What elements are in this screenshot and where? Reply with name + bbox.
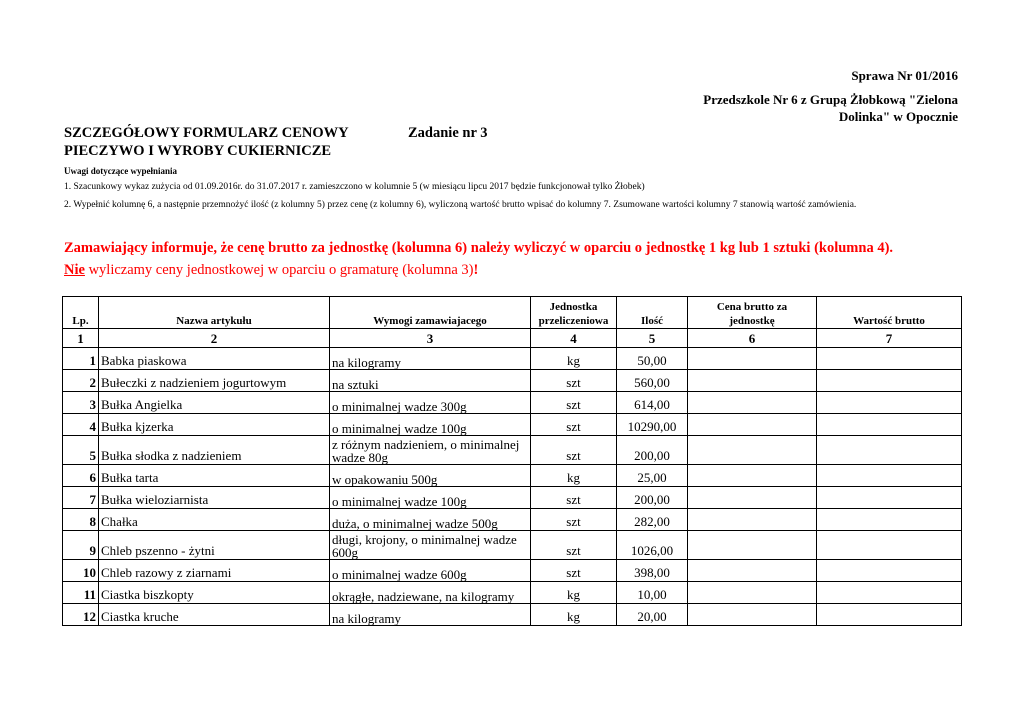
row-unit: kg bbox=[531, 582, 617, 604]
row-name: Bułka wieloziarnista bbox=[99, 487, 330, 509]
row-quantity: 50,00 bbox=[617, 348, 688, 370]
row-quantity: 282,00 bbox=[617, 509, 688, 531]
row-lp: 4 bbox=[63, 414, 99, 436]
row-lp: 10 bbox=[63, 560, 99, 582]
row-requirements: o minimalnej wadze 300g bbox=[330, 392, 531, 414]
row-unit-price-input[interactable] bbox=[688, 348, 817, 370]
task-number: Zadanie nr 3 bbox=[408, 125, 488, 141]
row-gross-value-input[interactable] bbox=[817, 487, 962, 509]
note-1: 1. Szacunkowy wykaz zużycia od 01.09.2016r. do 31.07.2017 r. zamieszczono w kolumnie 5 (w miesiącu lipcu 2017 będzie funkcjonował tylko Żłobek) bbox=[64, 182, 645, 192]
header-unit-price bbox=[688, 297, 817, 329]
row-unit-price-input[interactable] bbox=[688, 465, 817, 487]
col-number-5: 5 bbox=[617, 329, 688, 348]
header-price-line-1: Cena brutto za bbox=[716, 301, 788, 313]
row-quantity: 614,00 bbox=[617, 392, 688, 414]
row-quantity: 10290,00 bbox=[617, 414, 688, 436]
row-unit-price-input[interactable] bbox=[688, 392, 817, 414]
form-title: SZCZEGÓŁOWY FORMULARZ CENOWY bbox=[64, 125, 349, 141]
row-unit-price-input[interactable] bbox=[688, 509, 817, 531]
row-gross-value-input[interactable] bbox=[817, 604, 962, 626]
row-gross-value-input[interactable] bbox=[817, 414, 962, 436]
row-unit: szt bbox=[531, 436, 617, 465]
table-row bbox=[63, 392, 962, 414]
row-unit: szt bbox=[531, 560, 617, 582]
row-unit-price-input[interactable] bbox=[688, 487, 817, 509]
header-unit-line-1: Jednostka bbox=[549, 301, 598, 313]
header-requirements: Wymogi zamawiajacego bbox=[330, 297, 531, 329]
row-requirements: o minimalnej wadze 100g bbox=[330, 487, 531, 509]
col-number-2: 2 bbox=[99, 329, 330, 348]
category-title: PIECZYWO I WYROBY CUKIERNICZE bbox=[64, 143, 332, 159]
row-quantity: 398,00 bbox=[617, 560, 688, 582]
table-row bbox=[63, 348, 962, 370]
note-2: 2. Wypełnić kolumnę 6, a następnie przemnożyć ilość (z kolumny 5) przez cenę (z kolumny 6), wyliczoną wartość brutto wpisać do kolumny 7. Zsumowane wartości kolumny 7 stanowią wartość zamówienia. bbox=[64, 200, 857, 210]
row-name: Bułka Angielka bbox=[99, 392, 330, 414]
row-requirements: na kilogramy bbox=[330, 604, 531, 626]
row-requirements: na kilogramy bbox=[330, 348, 531, 370]
row-name: Ciastka kruche bbox=[99, 604, 330, 626]
notes-title: Uwagi dotyczące wypełniania bbox=[64, 166, 177, 176]
col-number-7: 7 bbox=[817, 329, 962, 348]
institution-name bbox=[658, 91, 958, 125]
row-unit-price-input[interactable] bbox=[688, 370, 817, 392]
row-name: Bułeczki z nadzieniem jogurtowym bbox=[99, 370, 330, 392]
warning-rest: wyliczamy ceny jednostkowej w oparciu o gramaturę (kolumna 3) bbox=[84, 262, 474, 278]
row-quantity: 1026,00 bbox=[617, 531, 688, 560]
row-unit-price-input[interactable] bbox=[688, 414, 817, 436]
row-lp: 1 bbox=[63, 348, 99, 370]
row-lp: 12 bbox=[63, 604, 99, 626]
row-gross-value-input[interactable] bbox=[817, 465, 962, 487]
table-row bbox=[63, 582, 962, 604]
header-unit-line-2: przeliczeniowa bbox=[538, 315, 609, 327]
row-name: Chałka bbox=[99, 509, 330, 531]
row-requirements: z różnym nadzieniem, o minimalnej wadze 80g bbox=[330, 436, 531, 465]
row-unit-price-input[interactable] bbox=[688, 604, 817, 626]
row-name: Bułka słodka z nadzieniem bbox=[99, 436, 330, 465]
row-unit: szt bbox=[531, 392, 617, 414]
col-number-3: 3 bbox=[330, 329, 531, 348]
table-row bbox=[63, 487, 962, 509]
row-requirements: na sztuki bbox=[330, 370, 531, 392]
table-row bbox=[63, 509, 962, 531]
row-gross-value-input[interactable] bbox=[817, 509, 962, 531]
row-name: Bułka kjzerka bbox=[99, 414, 330, 436]
table-row bbox=[63, 436, 962, 465]
row-unit-price-input[interactable] bbox=[688, 582, 817, 604]
row-requirements: okrągłe, nadziewane, na kilogramy bbox=[330, 582, 531, 604]
row-name: Chleb razowy z ziarnami bbox=[99, 560, 330, 582]
warning-exclamation: ! bbox=[473, 262, 479, 278]
row-quantity: 25,00 bbox=[617, 465, 688, 487]
row-requirements: o minimalnej wadze 100g bbox=[330, 414, 531, 436]
row-unit-price-input[interactable] bbox=[688, 560, 817, 582]
price-table bbox=[62, 296, 962, 626]
row-lp: 6 bbox=[63, 465, 99, 487]
row-unit: szt bbox=[531, 414, 617, 436]
row-gross-value-input[interactable] bbox=[817, 370, 962, 392]
table-row bbox=[63, 560, 962, 582]
row-quantity: 200,00 bbox=[617, 436, 688, 465]
row-unit-price-input[interactable] bbox=[688, 531, 817, 560]
row-requirements: długi, krojony, o minimalnej wadze 600g bbox=[330, 531, 531, 560]
row-requirements: w opakowaniu 500g bbox=[330, 465, 531, 487]
row-unit: szt bbox=[531, 509, 617, 531]
row-unit: kg bbox=[531, 465, 617, 487]
row-name: Bułka tarta bbox=[99, 465, 330, 487]
row-quantity: 20,00 bbox=[617, 604, 688, 626]
table-row bbox=[63, 465, 962, 487]
row-lp: 2 bbox=[63, 370, 99, 392]
row-gross-value-input[interactable] bbox=[817, 582, 962, 604]
row-unit: kg bbox=[531, 604, 617, 626]
row-requirements: duża, o minimalnej wadze 500g bbox=[330, 509, 531, 531]
row-lp: 9 bbox=[63, 531, 99, 560]
row-unit-price-input[interactable] bbox=[688, 436, 817, 465]
table-row bbox=[63, 414, 962, 436]
row-unit: szt bbox=[531, 487, 617, 509]
col-number-4: 4 bbox=[531, 329, 617, 348]
warning-line-2 bbox=[64, 262, 478, 279]
table-row bbox=[63, 370, 962, 392]
row-gross-value-input[interactable] bbox=[817, 348, 962, 370]
row-name: Ciastka biszkopty bbox=[99, 582, 330, 604]
row-gross-value-input[interactable] bbox=[817, 436, 962, 465]
row-lp: 7 bbox=[63, 487, 99, 509]
row-quantity: 200,00 bbox=[617, 487, 688, 509]
col-number-1: 1 bbox=[63, 329, 99, 348]
row-unit: kg bbox=[531, 348, 617, 370]
row-name: Chleb pszenno - żytni bbox=[99, 531, 330, 560]
row-gross-value-input[interactable] bbox=[817, 392, 962, 414]
header-name: Nazwa artykułu bbox=[99, 297, 330, 329]
case-number: Sprawa Nr 01/2016 bbox=[851, 68, 958, 83]
institution-line-2: Dolinka" w Opocznie bbox=[838, 109, 958, 124]
row-gross-value-input[interactable] bbox=[817, 560, 962, 582]
row-name: Babka piaskowa bbox=[99, 348, 330, 370]
row-unit: szt bbox=[531, 370, 617, 392]
row-lp: 3 bbox=[63, 392, 99, 414]
row-quantity: 10,00 bbox=[617, 582, 688, 604]
row-requirements: o minimalnej wadze 600g bbox=[330, 560, 531, 582]
header-quantity: Ilość bbox=[617, 297, 688, 329]
header-gross-value: Wartość brutto bbox=[817, 297, 962, 329]
row-lp: 8 bbox=[63, 509, 99, 531]
col-number-6: 6 bbox=[688, 329, 817, 348]
table-row bbox=[63, 604, 962, 626]
institution-line-1: Przedszkole Nr 6 z Grupą Żłobkową "Zielona bbox=[703, 92, 958, 107]
header-price-line-2: jednostkę bbox=[729, 315, 775, 327]
warning-line-1: Zamawiający informuje, że cenę brutto za jednostkę (kolumna 6) należy wyliczyć w oparciu o jednostkę 1 kg lub 1 sztuki (kolumna 4). bbox=[64, 240, 894, 256]
row-lp: 11 bbox=[63, 582, 99, 604]
row-lp: 5 bbox=[63, 436, 99, 465]
row-unit: szt bbox=[531, 531, 617, 560]
table-row bbox=[63, 531, 962, 560]
row-quantity: 560,00 bbox=[617, 370, 688, 392]
header-lp: Lp. bbox=[63, 297, 99, 329]
row-gross-value-input[interactable] bbox=[817, 531, 962, 560]
header-unit bbox=[531, 297, 617, 329]
warning-nie: Nie bbox=[64, 262, 85, 278]
